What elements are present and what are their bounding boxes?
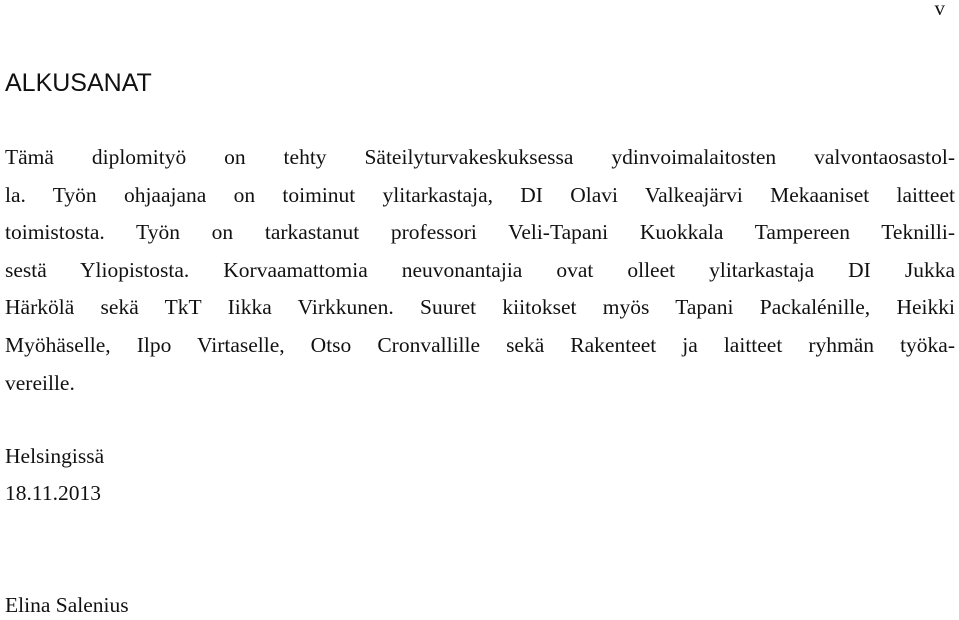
closing-place: Helsingissä <box>5 444 105 468</box>
author-signature: Elina Salenius <box>5 593 129 617</box>
paragraph-line: Tämä diplomityö on tehty Säteilyturvakeskuksessa ydinvoimalaitosten valvontaosastol- <box>5 145 955 169</box>
paragraph-line: Härkölä sekä TkT Iikka Virkkunen. Suuret kiitokset myös Tapani Packalénille, Heikki <box>5 295 955 320</box>
paragraph-line: toimistosta. Työn on tarkastanut professori Veli-Tapani Kuokkala Tampereen Teknilli- <box>5 220 955 245</box>
section-heading: ALKUSANAT <box>5 69 152 97</box>
paragraph-line: sestä Yliopistosta. Korvaamattomia neuvonantajia ovat olleet ylitarkastaja DI Jukka <box>5 257 955 282</box>
preface-paragraph <box>5 139 955 402</box>
paragraph-line: Myöhäselle, Ilpo Virtaselle, Otso Cronvallille sekä Rakenteet ja laitteet ryhmän työka- <box>5 332 955 357</box>
page-number: v <box>934 0 945 20</box>
closing-date: 18.11.2013 <box>5 481 101 505</box>
paragraph-line: la. Työn ohjaajana on toiminut ylitarkastaja, DI Olavi Valkeajärvi Mekaaniset laitteet <box>5 182 955 207</box>
paragraph-line: vereille. <box>5 370 75 395</box>
